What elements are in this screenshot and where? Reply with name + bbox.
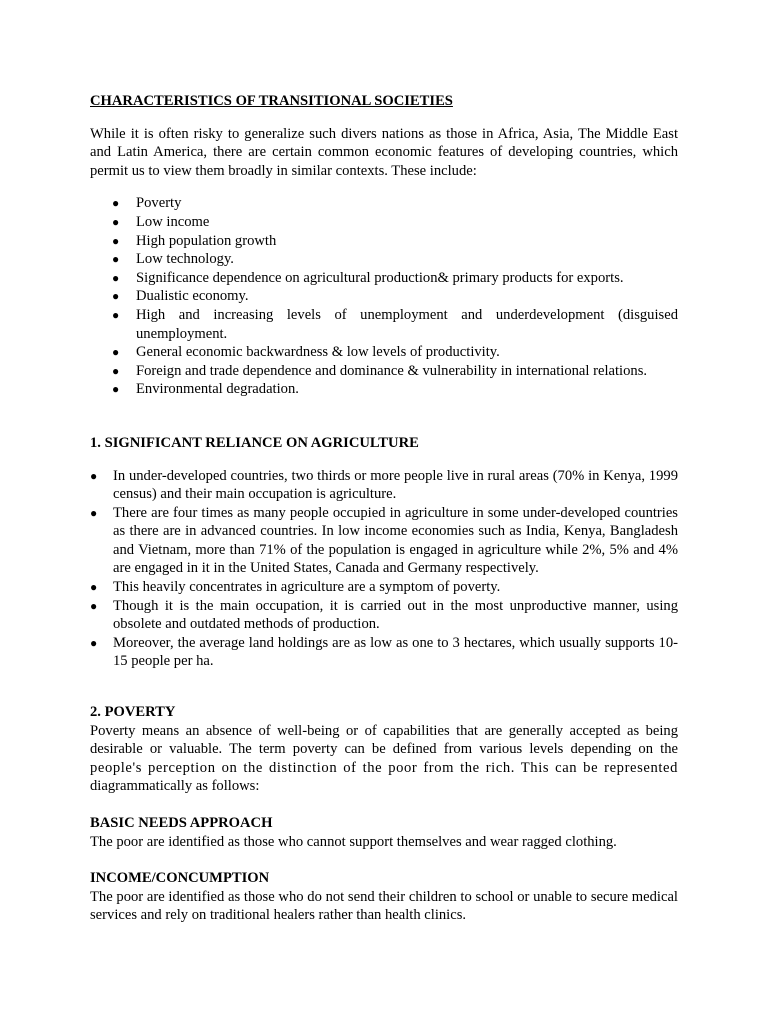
basic-needs-paragraph: The poor are identified as those who cannot support themselves and wear ragged clothing.	[90, 833, 617, 850]
list-item: ● Though it is the main occupation, it is carried out in the most unproductive manner, using obsolete and outdated methods of production.	[90, 597, 678, 633]
list-item: ● Moreover, the average land holdings are as low as one to 3 hectares, which usually supports 10-15 people per ha.	[90, 634, 678, 670]
document-title: CHARACTERISTICS OF TRANSITIONAL SOCIETIES	[90, 93, 453, 109]
bullet-icon: ●	[112, 363, 120, 378]
bullet-icon: ●	[112, 307, 120, 322]
list-item: ● Environmental degradation.	[112, 381, 299, 398]
bullet-icon: ●	[90, 598, 98, 613]
list-item: ● There are four times as many people occupied in agriculture in some under-developed countries as there are in advanced countries. In low income economies such as India, Kenya, Bangladesh and Vietnam, more than 71% of the population is engaged in agriculture while 2%, 5% and 4% are engaged in it in the United States, Canada and Germany respectively.	[90, 504, 678, 577]
bullet-icon: ●	[112, 382, 120, 397]
list-item: ● High and increasing levels of unemployment and underdevelopment (disguised unemployment.	[112, 306, 678, 342]
agriculture-list	[90, 467, 678, 672]
list-item: ● High population growth	[112, 232, 277, 249]
section-heading-agriculture: 1. SIGNIFICANT RELIANCE ON AGRICULTURE	[90, 434, 419, 451]
bullet-icon: ●	[112, 214, 120, 229]
bullet-icon: ●	[90, 635, 98, 650]
list-item: ● This heavily concentrates in agriculture are a symptom of poverty.	[90, 579, 501, 596]
bullet-icon: ●	[90, 580, 98, 595]
list-item: ● Foreign and trade dependence and dominance & vulnerability in international relations.	[112, 362, 648, 379]
document-body	[90, 92, 678, 925]
list-item: ● General economic backwardness & low levels of productivity.	[112, 344, 500, 361]
bullet-icon: ●	[112, 270, 120, 285]
basic-needs-heading: BASIC NEEDS APPROACH	[90, 815, 273, 831]
income-heading: INCOME/CONCUMPTION	[90, 870, 270, 887]
intro-paragraph: While it is often risky to generalize such divers nations as those in Africa, Asia, The Middle East and Latin America, there are certain common economic features of developing countries, which permit us to view them broadly in similar contexts. These include:	[90, 125, 678, 179]
bullet-icon: ●	[112, 345, 120, 360]
income-paragraph: The poor are identified as those who do not send their children to school or unable to secure medical services and rely on traditional healers rather than health clinics.	[90, 888, 678, 924]
list-item: ● Low income	[112, 213, 210, 230]
list-item: ● Low technology.	[112, 251, 234, 268]
list-item: ● Significance dependence on agricultural production& primary products for exports.	[112, 269, 624, 286]
bullet-icon: ●	[112, 233, 120, 248]
list-item: ● Poverty	[112, 195, 182, 212]
bullet-icon: ●	[112, 289, 120, 304]
list-item: ● Dualistic economy.	[112, 288, 249, 305]
section-heading-poverty: 2. POVERTY	[90, 704, 176, 721]
bullet-icon: ●	[90, 505, 98, 520]
bullet-icon: ●	[112, 196, 120, 211]
poverty-paragraph: Poverty means an absence of well-being or of capabilities that are generally accepted as being desirable or valuable. The term poverty can be defined from various levels depending on the people's perception on the distinction of the poor from the rich. This can be represented diagrammatically as follows:	[90, 722, 678, 795]
list-item: ● In under-developed countries, two thirds or more people live in rural areas (70% in Kenya, 1999 census) and their main occupation is agriculture.	[90, 467, 678, 503]
bullet-icon: ●	[90, 468, 98, 483]
features-list	[90, 194, 678, 399]
bullet-icon: ●	[112, 252, 120, 267]
